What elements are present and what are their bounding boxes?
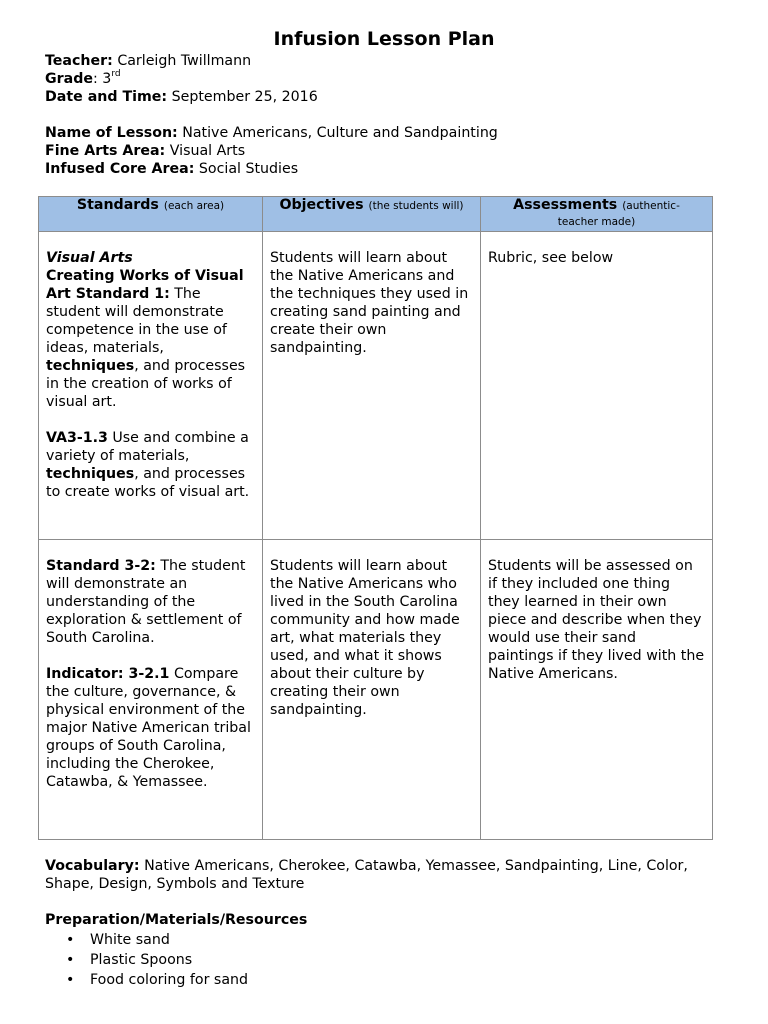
standard-3-2-heading: Standard 3-2: bbox=[46, 558, 156, 574]
indicator-3-2-1-heading: Indicator: 3-2.1 bbox=[46, 666, 170, 682]
standards-cell bbox=[39, 232, 263, 540]
standards-header-label: Standards bbox=[76, 197, 159, 213]
objectives-cell bbox=[263, 540, 481, 840]
bullet-icon: • bbox=[66, 972, 75, 988]
vocabulary-label: Vocabulary: bbox=[45, 858, 140, 874]
core-area-label: Infused Core Area: bbox=[45, 161, 195, 177]
grade-line bbox=[45, 70, 725, 88]
page-title: Infusion Lesson Plan bbox=[273, 28, 495, 50]
lesson-name-line bbox=[45, 124, 725, 142]
assessments-header-note-close: teacher made) bbox=[557, 216, 636, 228]
assessments-cell bbox=[481, 232, 713, 540]
bullet-icon: • bbox=[66, 952, 75, 968]
standards-cell bbox=[39, 540, 263, 840]
indicator-text-b: , and processes to create works of visual art. bbox=[46, 466, 250, 500]
standard-1-text-a: The student will demonstrate competence in the use of ideas, materials, bbox=[46, 286, 227, 356]
table-row bbox=[39, 540, 713, 840]
indicator-bold: techniques bbox=[46, 466, 135, 482]
objectives-header-label: Objectives bbox=[279, 197, 364, 213]
lesson-table bbox=[38, 196, 713, 840]
preparation-heading: Preparation/Materials/Resources bbox=[45, 912, 308, 928]
lesson-info bbox=[45, 124, 725, 178]
vocabulary-text: Native Americans, Cherokee, Catawba, Yemassee, Sandpainting, Line, Color, Shape, Design, Symbols and Texture bbox=[45, 858, 688, 892]
objectives-cell bbox=[263, 232, 481, 540]
table-row bbox=[39, 232, 713, 540]
date-value: September 25, 2016 bbox=[171, 89, 318, 105]
date-label: Date and Time: bbox=[45, 89, 168, 105]
art-area-heading: Visual Arts bbox=[46, 250, 133, 266]
objective-text: Students will learn about the Native Americans and the techniques they used in creating sand painting and create their own sandpainting. bbox=[270, 250, 469, 356]
list-item: • Plastic Spoons bbox=[66, 952, 193, 968]
standard-1 bbox=[46, 267, 256, 411]
lesson-name-label: Name of Lesson: bbox=[45, 125, 178, 141]
fine-arts-label: Fine Arts Area: bbox=[45, 143, 166, 159]
standard-1-heading: Creating Works of Visual Art Standard 1: bbox=[46, 268, 244, 302]
core-area-line bbox=[45, 160, 725, 178]
assessment-text: Rubric, see below bbox=[488, 250, 614, 266]
list-item: • Food coloring for sand bbox=[66, 972, 249, 988]
objectives-header bbox=[263, 197, 481, 232]
date-line bbox=[45, 88, 725, 106]
teacher-line bbox=[45, 52, 725, 70]
core-area-value: Social Studies bbox=[198, 161, 299, 177]
fine-arts-value: Visual Arts bbox=[169, 143, 246, 159]
objectives-header-note: (the students will) bbox=[368, 200, 464, 212]
standards-header-note: (each area) bbox=[163, 200, 225, 212]
teacher-label: Teacher: bbox=[45, 53, 113, 69]
objective-text: Students will learn about the Native Americans who lived in the South Carolina community and how made art, what materials they used, and what it shows about their culture by creating their own sandpainting. bbox=[270, 558, 460, 718]
standard-3-2-text: The student will demonstrate an understanding of the exploration & settlement of South Carolina. bbox=[46, 558, 246, 646]
indicator-3-2-1 bbox=[46, 665, 256, 791]
indicator-3-2-1-text: Compare the culture, governance, & physical environment of the major Native American tribal groups of South Carolina, including the Cherokee, Catawba, & Yemassee. bbox=[46, 666, 251, 790]
grade-colon: : bbox=[93, 71, 98, 87]
fine-arts-line bbox=[45, 142, 725, 160]
table-header-row bbox=[39, 197, 713, 232]
teacher-name: Carleigh Twillmann bbox=[117, 53, 252, 69]
list-item: • White sand bbox=[66, 932, 170, 948]
lesson-name-value: Native Americans, Culture and Sandpainting bbox=[182, 125, 498, 141]
assessments-header bbox=[481, 197, 713, 232]
vocabulary bbox=[45, 857, 735, 893]
grade-suffix: rd bbox=[111, 69, 121, 80]
indicator-va3-1-3 bbox=[46, 429, 256, 501]
bullet-icon: • bbox=[66, 932, 75, 948]
grade-label: Grade bbox=[45, 71, 93, 87]
indicator-code: VA3-1.3 bbox=[46, 430, 108, 446]
indicator-text-a: Use and combine a variety of materials, bbox=[46, 430, 249, 464]
header-info bbox=[45, 52, 725, 106]
standard-3-2 bbox=[46, 557, 256, 647]
materials-list bbox=[45, 931, 248, 991]
standard-1-bold: techniques bbox=[46, 358, 135, 374]
assessments-cell bbox=[481, 540, 713, 840]
assessments-header-note-open: (authentic- bbox=[622, 200, 680, 212]
grade-number: 3 bbox=[102, 71, 112, 87]
assessment-text: Students will be assessed on if they included one thing they learned in their own piece and describe when they would use their sand paintings if they lived with the Native Americans. bbox=[488, 558, 705, 682]
standard-1-text-b: , and processes in the creation of works of visual art. bbox=[46, 358, 246, 410]
standards-header bbox=[39, 197, 263, 232]
assessments-header-label: Assessments bbox=[513, 197, 618, 213]
